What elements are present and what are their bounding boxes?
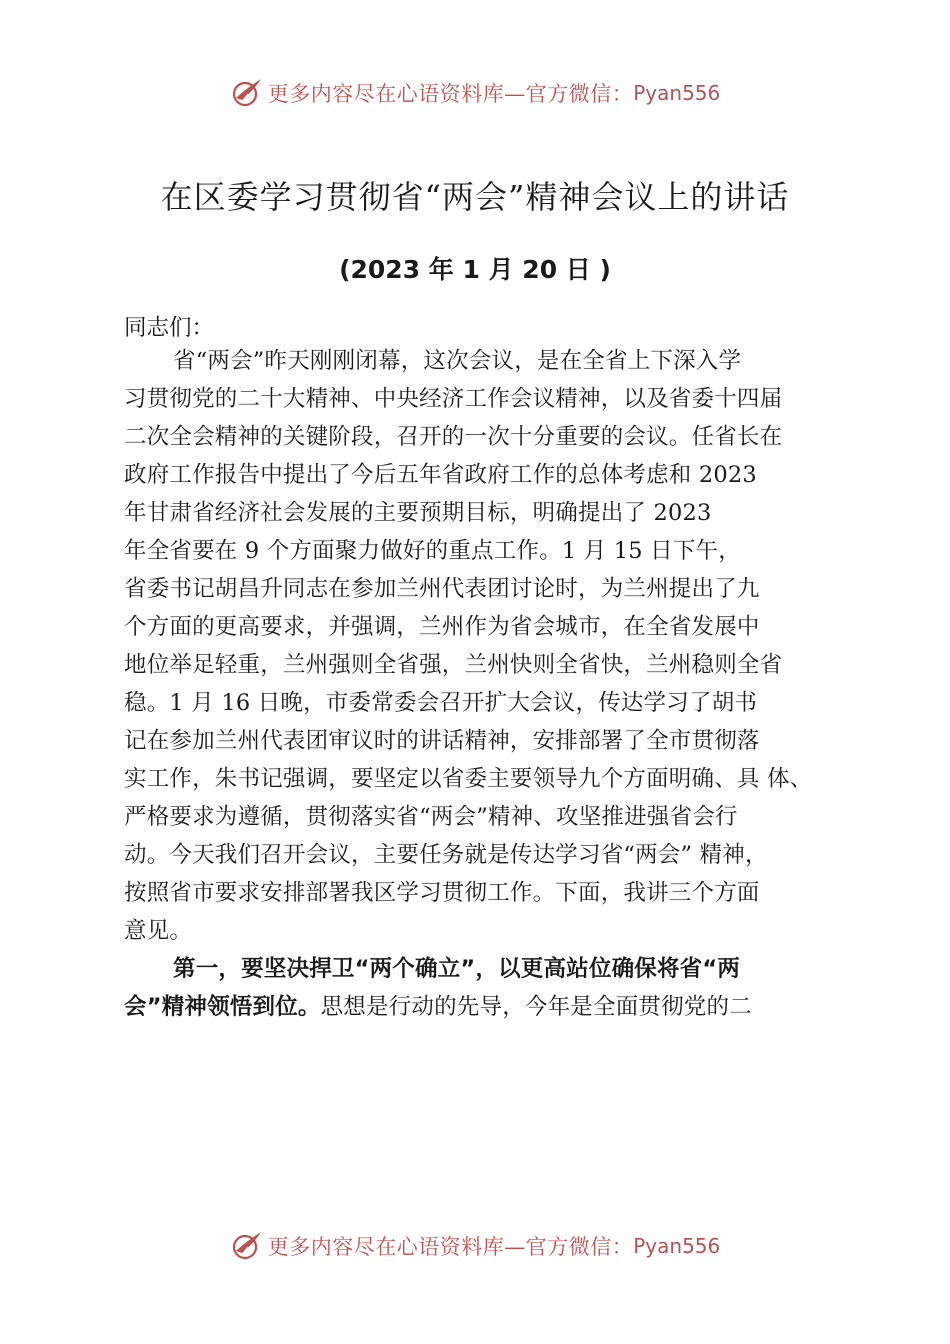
section-1-text: 思想是行动的先导，今年是全面贯彻党的二 xyxy=(320,994,752,1020)
watermark-wechat-id: Pyan556 xyxy=(633,1234,721,1258)
footer-watermark-banner xyxy=(0,1226,950,1266)
greeting: 同志们： xyxy=(124,315,215,341)
section-heading-1: 第一，要坚决捍卫“两个确立”，以更高站位确保将省“两 xyxy=(173,956,741,982)
watermark-text: 更多内容尽在心语资料库—官方微信： xyxy=(267,82,634,106)
paragraph-line: 习贯彻党的二十大精神、中央经济工作会议精神，以及省委十四届 xyxy=(124,386,783,412)
paragraph-line: 实工作，朱书记强调，要坚定以省委主要领导九个方面明确、具 体、 xyxy=(124,766,813,792)
paragraph-line: 动。今天我们召开会议，主要任务就是传达学习省“两会” 精神， xyxy=(124,842,768,868)
paragraph-line: 地位举足轻重，兰州强则全省强，兰州快则全省快，兰州稳则全省 xyxy=(124,652,783,678)
paragraph-line: 省“两会”昨天刚刚闭幕，这次会议，是在全省上下深入学 xyxy=(173,348,742,374)
watermark-wechat-id: Pyan556 xyxy=(633,81,721,105)
section-1-line xyxy=(124,988,844,1026)
quill-logo-icon xyxy=(230,1229,264,1263)
paragraph-line: 严格要求为遵循，贯彻落实省“两会”精神、攻坚推进强省会行 xyxy=(124,804,738,830)
paragraph-line: 稳。1 月 16 日晚，市委常委会召开扩大会议，传达学习了胡书 xyxy=(124,690,758,716)
paragraph-line: 政府工作报告中提出了今后五年省政府工作的总体考虑和 2023 xyxy=(124,462,757,488)
paragraph-line: 个方面的更高要求，并强调，兰州作为省会城市，在全省发展中 xyxy=(124,614,760,640)
paragraph-line: 年全省要在 9 个方面聚力做好的重点工作。1 月 15 日下午， xyxy=(124,538,741,564)
paragraph-line: 年甘肃省经济社会发展的主要预期目标，明确提出了 2023 xyxy=(124,500,712,526)
document-body xyxy=(124,342,844,1026)
watermark-text: 更多内容尽在心语资料库—官方微信： xyxy=(267,1235,634,1259)
paragraph-line: 按照省市要求安排部署我区学习贯彻工作。下面，我讲三个方面 xyxy=(124,880,760,906)
quill-logo-icon xyxy=(230,76,264,110)
paragraph-line: 二次全会精神的关键阶段，召开的一次十分重要的会议。任省长在 xyxy=(124,424,783,450)
paragraph-line: 记在参加兰州代表团审议时的讲话精神，安排部署了全市贯彻落 xyxy=(124,728,760,754)
paragraph-line: 意见。 xyxy=(124,918,193,944)
document-title: 在区委学习贯彻省“两会”精神会议上的讲话 xyxy=(160,178,790,216)
paragraph-line: 省委书记胡昌升同志在参加兰州代表团讨论时，为兰州提出了九 xyxy=(124,576,760,602)
header-watermark-banner xyxy=(0,73,950,113)
section-heading-1-tail: 会”精神领悟到位。 xyxy=(124,994,321,1020)
document-date: (2023 年 1 月 20 日 ) xyxy=(339,255,611,284)
